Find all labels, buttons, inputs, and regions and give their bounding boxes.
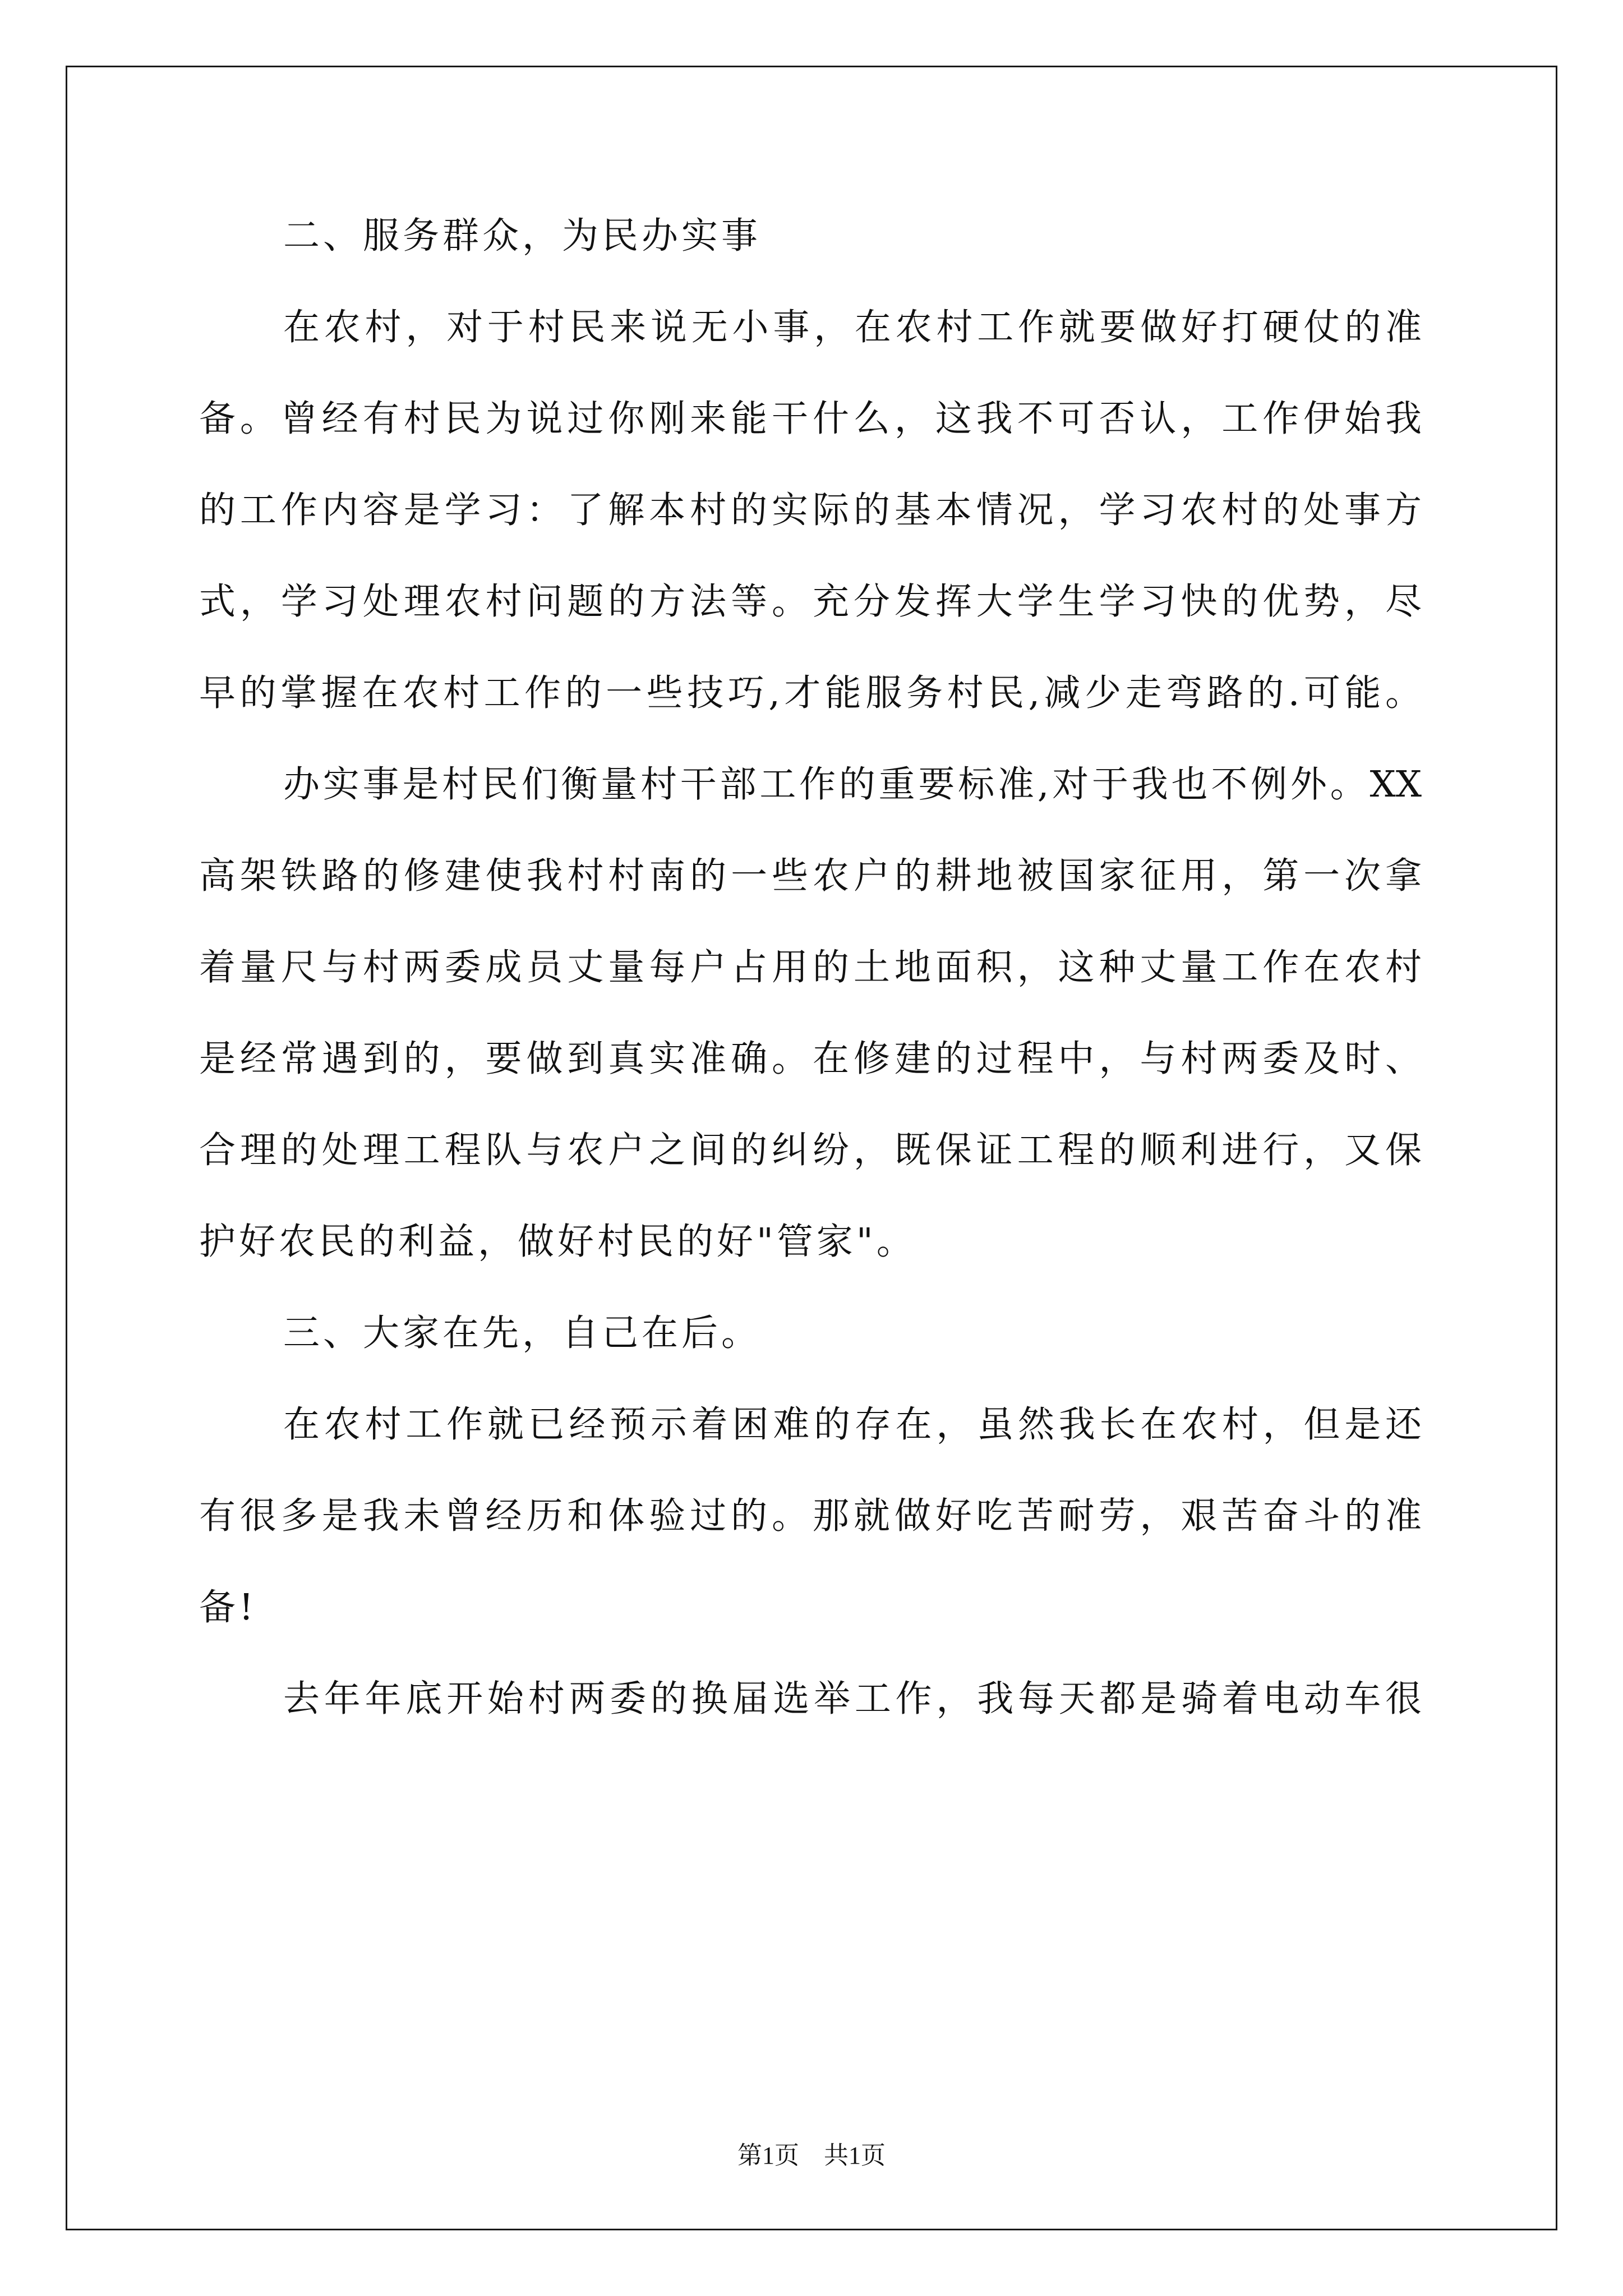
paragraph-line: 式，学习处理农村问题的方法等。充分发挥大学生学习快的优势，尽 xyxy=(199,581,1422,623)
paragraph-line: 的工作内容是学习：了解本村的实际的基本情况，学习农村的处事方 xyxy=(199,489,1422,531)
paragraph-line: 去年年底开始村两委的换届选举工作，我每天都是骑着电动车很 xyxy=(283,1678,1422,1720)
paragraph-line: 高架铁路的修建使我村村南的一些农户的耕地被国家征用，第一次拿 xyxy=(199,855,1422,897)
paragraph-line: 是经常遇到的，要做到真实准确。在修建的过程中，与村两委及时、 xyxy=(199,1038,1422,1080)
paragraph-line: 备! xyxy=(199,1586,257,1628)
paragraph-line: 办实事是村民们衡量村干部工作的重要标准,对于我也不例外。XX xyxy=(283,763,1422,806)
document-body xyxy=(199,215,1422,1772)
heading-section-2: 二、服务群众，为民办实事 xyxy=(283,215,762,257)
paragraph-line: 在农村，对于村民来说无小事，在农村工作就要做好打硬仗的准 xyxy=(283,306,1422,348)
paragraph-line: 护好农民的利益，做好村民的好"管家"。 xyxy=(199,1221,916,1263)
paragraph-line: 备。曾经有村民为说过你刚来能干什么，这我不可否认，工作伊始我 xyxy=(199,398,1422,440)
paragraph-line: 有很多是我未曾经历和体验过的。那就做好吃苦耐劳，艰苦奋斗的准 xyxy=(199,1495,1422,1537)
paragraph-line: 早的掌握在农村工作的一些技巧,才能服务村民,减少走弯路的.可能。 xyxy=(199,672,1422,714)
paragraph-line: 着量尺与村两委成员丈量每户占用的土地面积，这种丈量工作在农村 xyxy=(199,946,1422,988)
page-number-footer: 第1页 共1页 xyxy=(737,2142,886,2169)
heading-section-3: 三、大家在先，自己在后。 xyxy=(283,1312,762,1354)
paragraph-line: 在农村工作就已经预示着困难的存在，虽然我长在农村，但是还 xyxy=(283,1404,1422,1446)
paragraph-line: 合理的处理工程队与农户之间的纠纷，既保证工程的顺利进行，又保 xyxy=(199,1129,1422,1171)
